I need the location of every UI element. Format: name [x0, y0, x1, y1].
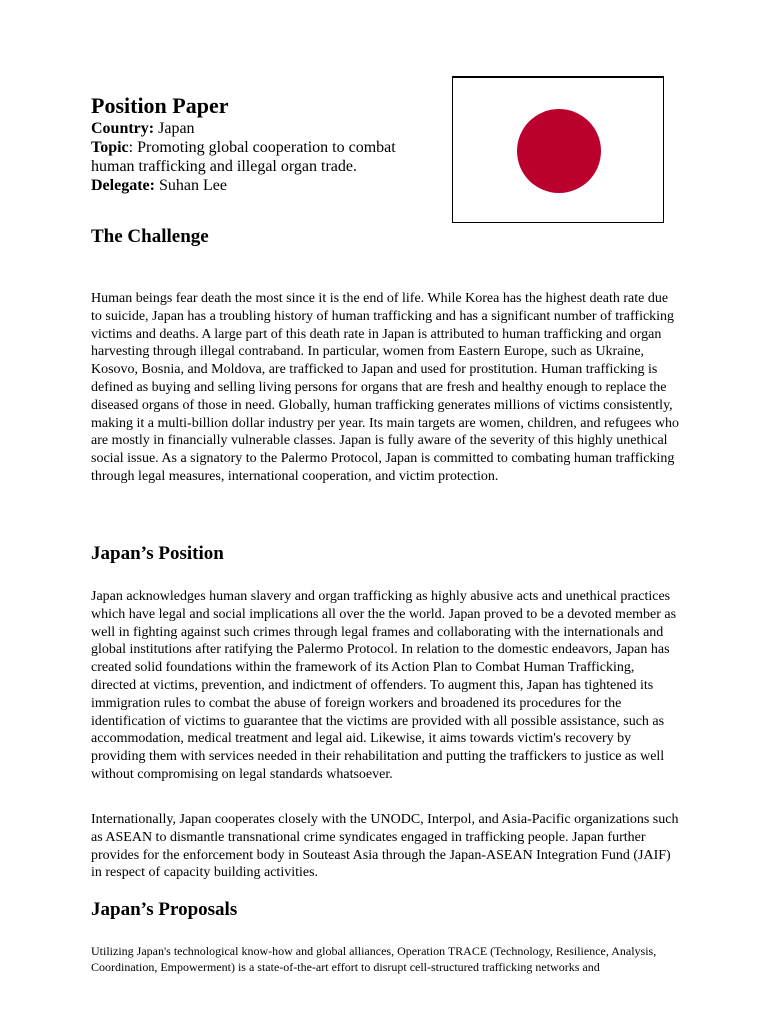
topic-label: Topic — [91, 139, 129, 156]
topic-line — [91, 138, 441, 176]
country-line — [91, 119, 441, 138]
delegate-line — [91, 176, 441, 195]
position-paragraph-2: Internationally, Japan cooperates closely with the UNODC, Interpol, and Asia-Pacific organizations such as ASEAN to dismantle transnational crime syndicates engaged in trafficking people. Japan further provides for the enforcement body in Souteast Asia through the Japan-ASEAN Integration Fund (JAIF) in respect of capacity building activities. — [91, 812, 679, 881]
position-paragraph-1: Japan acknowledges human slavery and organ trafficking as highly abusive acts and unethical practices which have legal and social implications all over the the world. Japan proved to be a devoted member as well in fighting against such crimes through legal frames and collaborating with the internationals and global institutions after ratifying the Palermo Protocol. In relation to the domestic endeavors, Japan has created solid foundations within the framework of its Action Plan to Combat Human Trafficking, directed at victims, prevention, and indictment of offenders. To augment this, Japan has tightened its immigration rules to combat the abuse of foreign workers and broadened its procedures for the identification of victims to guarantee that the victims are provided with all possible assistance, such as accommodation, medical treatment and legal aid. Likewise, it aims towards victim's recovery by providing them with services needed in their rehabilitation and putting the traffickers to justice as well without compromising on legal standards whatsoever. — [91, 589, 677, 782]
country-label: Country: — [91, 120, 155, 137]
challenge-heading: The Challenge — [91, 226, 209, 247]
proposals-paragraph: Utilizing Japan's technological know-how and global alliances, Operation TRACE (Technology, Resilience, Analysis, Coordination, Empowerment) is a state-of-the-art effort to disrupt cell-structured trafficking networks and — [91, 944, 657, 974]
delegate-value: Suhan Lee — [158, 177, 227, 194]
challenge-paragraph: Human beings fear death the most since it is the end of life. While Korea has the highest death rate due to suicide, Japan has a troubling history of human trafficking and has a significant number of trafficking victims and deaths. A large part of this death rate in Japan is attributed to human trafficking and organ harvesting through illegal contraband. In particular, women from Eastern Europe, such as Ukraine, Kosovo, Bosnia, and Moldova, are trafficked to Japan and used for prostitution. Human trafficking is defined as buying and selling living persons for organs that are fresh and healthy enough to replace the diseased organs of those in need. Globally, human trafficking generates millions of victims consistently, making it a multi-billion dollar industry per year. Its main targets are women, children, and refugees who are mostly in financially vulnerable classes. Japan is fully aware of the severity of this highly unethical social issue. As a signatory to the Palermo Protocol, Japan is committed to combating human trafficking through legal measures, international cooperation, and victim protection. — [91, 291, 679, 484]
delegate-label: Delegate: — [91, 177, 155, 194]
document-header — [91, 93, 441, 195]
flag-red-disc — [517, 109, 601, 193]
proposals-heading: Japan’s Proposals — [91, 899, 238, 920]
country-value: Japan — [158, 120, 195, 137]
topic-value: : Promoting global cooperation to combat human trafficking and illegal organ trade. — [91, 139, 396, 175]
page-title: Position Paper — [91, 93, 229, 118]
japan-flag-icon — [452, 76, 664, 223]
position-heading: Japan’s Position — [91, 543, 224, 564]
